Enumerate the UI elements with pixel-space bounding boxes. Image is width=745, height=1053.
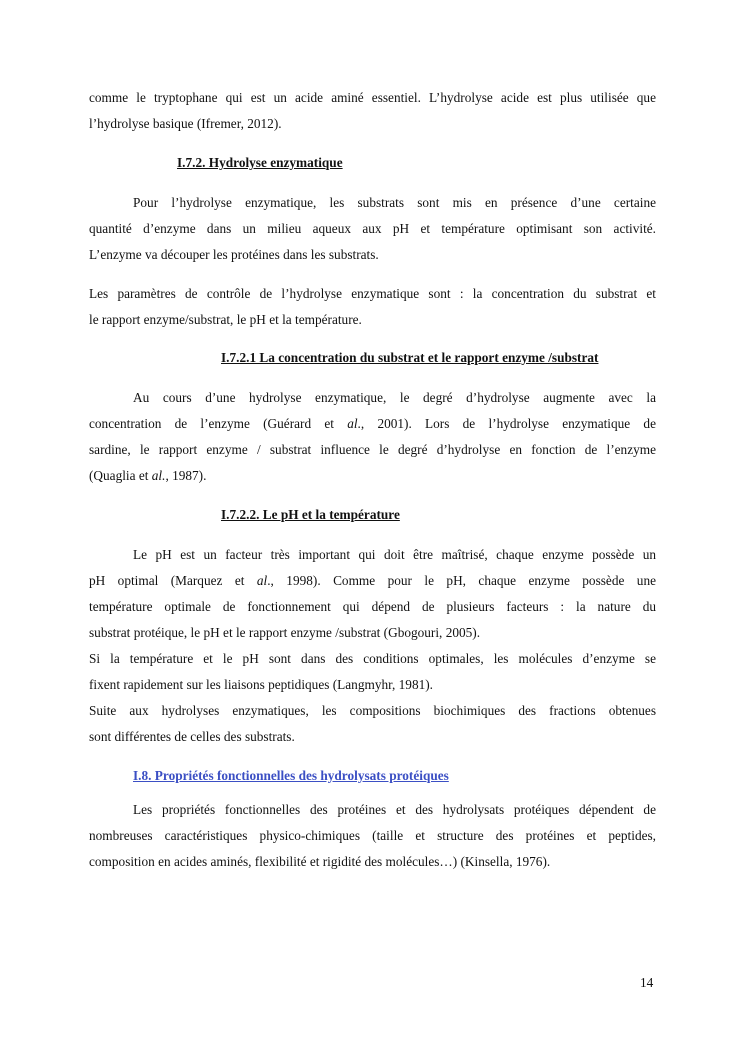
- paragraph-line: Le pH est un facteur très important qui doit être maîtrisé, chaque enzyme possède un: [133, 547, 656, 562]
- text-run-italic: al.: [151, 468, 166, 483]
- paragraph-line: Les paramètres de contrôle de l’hydrolyse enzymatique sont : la concentration du substrat et: [89, 286, 656, 301]
- paragraph-line: nombreuses caractéristiques physico-chimiques (taille et structure des protéines et peptides,: [89, 828, 656, 843]
- paragraph-line: composition en acides aminés, flexibilité et rigidité des molécules…) (Kinsella, 1976).: [89, 854, 551, 869]
- text-run: concentration de l’enzyme (Guérard et: [89, 416, 348, 431]
- paragraph-line: [89, 416, 656, 432]
- paragraph-line: quantité d’enzyme dans un milieu aqueux aux pH et température optimisant son activité.: [89, 221, 656, 236]
- text-run-italic: al: [347, 416, 358, 431]
- subsection-heading: I.7.2.1 La concentration du substrat et le rapport enzyme /substrat: [221, 350, 599, 365]
- paragraph-line: [89, 468, 206, 484]
- text-run: ., 1998). Comme pour le pH, chaque enzyme possède une: [267, 573, 657, 588]
- text-run: pH optimal (Marquez et: [89, 573, 257, 588]
- paragraph-line: l’hydrolyse basique (Ifremer, 2012).: [89, 116, 282, 131]
- paragraph-line: substrat protéique, le pH et le rapport enzyme /substrat (Gbogouri, 2005).: [89, 625, 481, 640]
- paragraph-line: fixent rapidement sur les liaisons peptidiques (Langmyhr, 1981).: [89, 677, 434, 692]
- paragraph-line: le rapport enzyme/substrat, le pH et la température.: [89, 312, 362, 327]
- paragraph-line: Suite aux hydrolyses enzymatiques, les compositions biochimiques des fractions obtenues: [89, 703, 656, 718]
- paragraph-line: sont différentes de celles des substrats.: [89, 729, 295, 744]
- text-run: , 1987).: [165, 468, 207, 483]
- paragraph-line: Les propriétés fonctionnelles des protéines et des hydrolysats protéiques dépendent de: [133, 802, 656, 817]
- paragraph-line: comme le tryptophane qui est un acide aminé essentiel. L’hydrolyse acide est plus utilisée que: [89, 90, 656, 105]
- paragraph-line: température optimale de fonctionnement qui dépend de plusieurs facteurs : la nature du: [89, 599, 656, 614]
- paragraph-line: Au cours d’une hydrolyse enzymatique, le degré d’hydrolyse augmente avec la: [133, 390, 656, 405]
- section-heading: I.7.2. Hydrolyse enzymatique: [177, 155, 343, 170]
- paragraph-line: sardine, le rapport enzyme / substrat influence le degré d’hydrolyse en fonction de l’enzyme: [89, 442, 656, 457]
- paragraph-line: Si la température et le pH sont dans des conditions optimales, les molécules d’enzyme se: [89, 651, 656, 666]
- subsection-heading: I.7.2.2. Le pH et la température: [221, 507, 400, 522]
- text-run: ., 2001). Lors de l’hydrolyse enzymatique de: [357, 416, 656, 431]
- paragraph-line: [89, 573, 656, 589]
- section-heading: I.8. Propriétés fonctionnelles des hydrolysats protéiques: [133, 768, 449, 783]
- text-run: (Quaglia et: [89, 468, 152, 483]
- text-run-italic: al: [256, 573, 268, 588]
- paragraph-line: L’enzyme va découper les protéines dans les substrats.: [89, 247, 379, 262]
- paragraph-line: Pour l’hydrolyse enzymatique, les substrats sont mis en présence d’une certaine: [133, 195, 656, 210]
- page-number: 14: [640, 975, 654, 990]
